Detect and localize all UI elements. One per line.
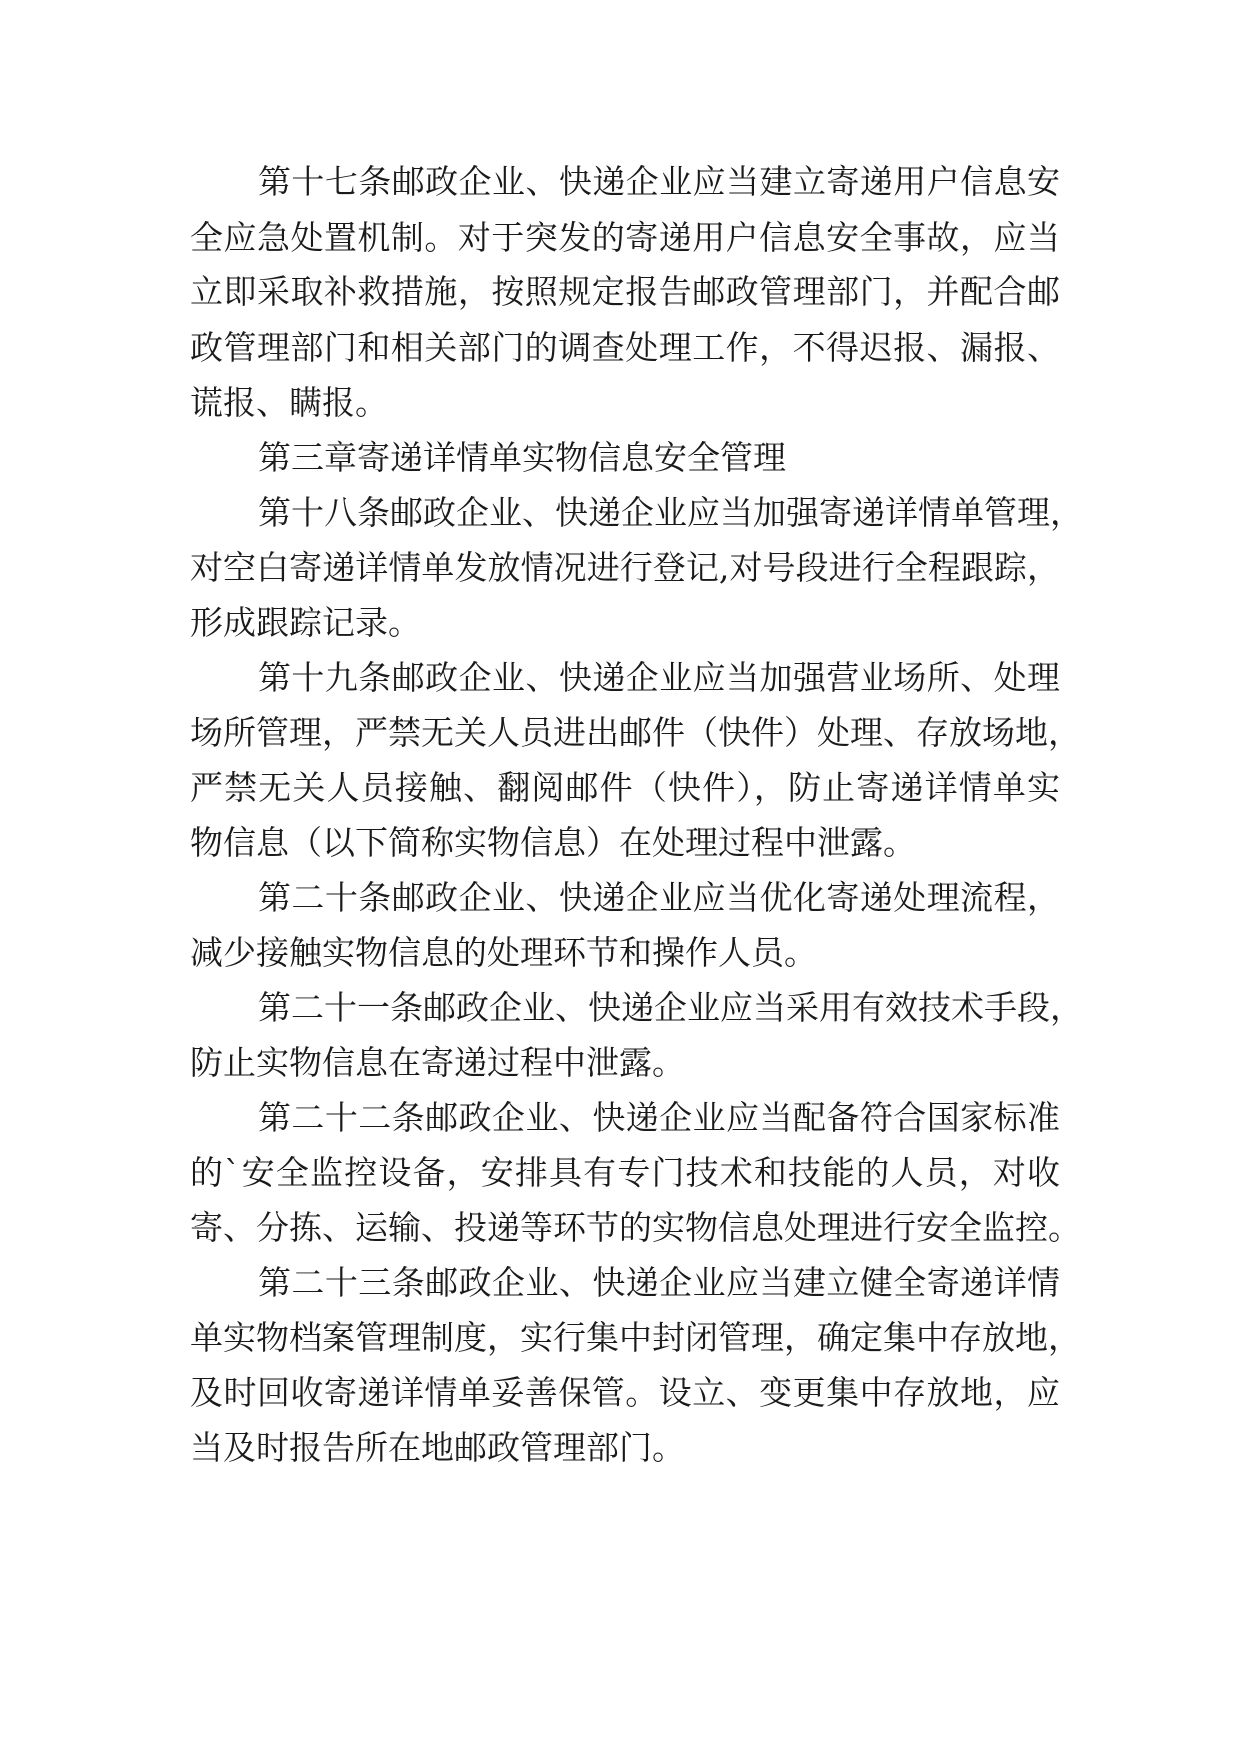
chapter-heading: 第三章寄递详情单实物信息安全管理 [258, 438, 786, 477]
text-line: 第十八条邮政企业、快递企业应当加强寄递详情单管理， [258, 493, 1083, 532]
text-line: 减少接触实物信息的处理环节和操作人员。 [190, 933, 817, 972]
text-line: 严禁无关人员接触、翻阅邮件（快件），防止寄递详情单实 [190, 768, 1060, 807]
text-line: 第十七条邮政企业、快递企业应当建立寄递用户信息安 [258, 162, 1060, 201]
text-line: 场所管理，严禁无关人员进出邮件（快件）处理、存放场地， [190, 713, 1081, 752]
text-line: 谎报、瞒报。 [190, 383, 388, 422]
text-line: 全应急处置机制。对于突发的寄递用户信息安全事故，应当 [190, 218, 1060, 257]
text-line: 当及时报告所在地邮政管理部门。 [190, 1428, 685, 1467]
text-line: 立即采取补救措施，按照规定报告邮政管理部门，并配合邮 [190, 272, 1060, 311]
text-line: 单实物档案管理制度，实行集中封闭管理，确定集中存放地， [190, 1318, 1081, 1357]
text-line: 形成跟踪记录。 [190, 603, 421, 642]
text-line: 第二十三条邮政企业、快递企业应当建立健全寄递详情 [258, 1263, 1060, 1302]
text-line: 的`安全监控设备，安排具有专门技术和技能的人员，对收 [190, 1153, 1060, 1192]
text-line: 政管理部门和相关部门的调查处理工作，不得迟报、漏报、 [190, 328, 1060, 367]
text-line: 及时回收寄递详情单妥善保管。设立、变更集中存放地，应 [190, 1373, 1060, 1412]
text-line: 防止实物信息在寄递过程中泄露。 [190, 1043, 685, 1082]
text-line: 第二十一条邮政企业、快递企业应当采用有效技术手段， [258, 988, 1083, 1027]
text-line: 第二十二条邮政企业、快递企业应当配备符合国家标准 [258, 1098, 1060, 1137]
text-line: 物信息（以下简称实物信息）在处理过程中泄露。 [190, 823, 916, 862]
text-line: 对空白寄递详情单发放情况进行登记,对号段进行全程跟踪， [190, 548, 1060, 587]
text-line: 寄、分拣、运输、投递等环节的实物信息处理进行安全监控。 [190, 1208, 1081, 1247]
text-line: 第十九条邮政企业、快递企业应当加强营业场所、处理 [258, 658, 1060, 697]
text-line: 第二十条邮政企业、快递企业应当优化寄递处理流程， [258, 878, 1060, 917]
